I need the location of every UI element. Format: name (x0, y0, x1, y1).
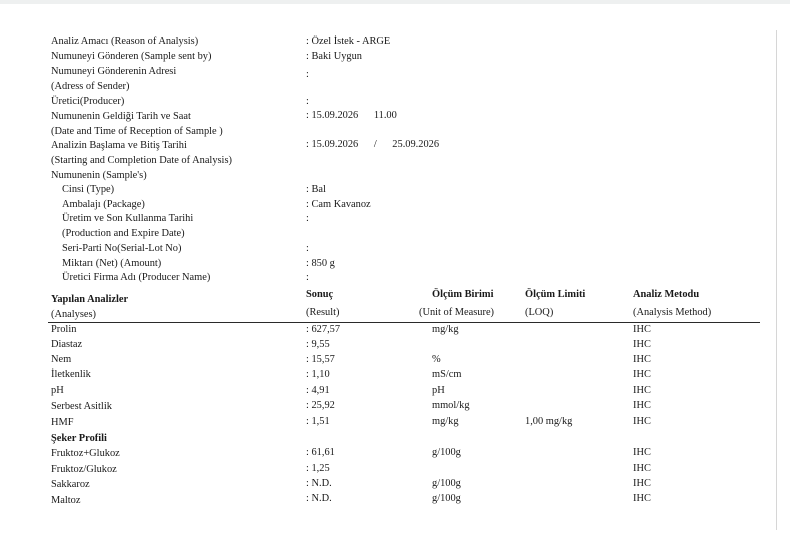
analysis-name: Sakkaroz (51, 479, 90, 490)
analysis-method: IHC (633, 385, 651, 396)
analysis-method: IHC (633, 339, 651, 350)
info-label: Numuneyi Gönderen (Sample sent by) (51, 51, 212, 62)
analysis-name: Maltoz (51, 495, 81, 506)
info-label: (Date and Time of Reception of Sample ) (51, 126, 223, 137)
analysis-unit: mmol/kg (432, 400, 470, 411)
analysis-result: : 1,10 (306, 369, 330, 380)
scan-right-edge (776, 30, 777, 530)
analysis-result: : 4,91 (306, 385, 330, 396)
analysis-unit: g/100g (432, 493, 461, 504)
analysis-method: IHC (633, 463, 651, 474)
analysis-name: İletkenlik (51, 369, 91, 380)
info-label: Analizin Başlama ve Bitiş Tarihi (51, 140, 187, 151)
analysis-method: IHC (633, 493, 651, 504)
sample-value: : Cam Kavanoz (306, 199, 371, 210)
info-label: (Starting and Completion Date of Analysis) (51, 155, 232, 166)
analysis-name: HMF (51, 417, 74, 428)
sample-value: : (306, 272, 309, 283)
sample-value: : 850 g (306, 258, 335, 269)
analysis-result: : 61,61 (306, 447, 335, 458)
sample-label: Üretici Firma Adı (Producer Name) (62, 272, 211, 283)
analysis-result: : 9,55 (306, 339, 330, 350)
col-subheader-analyses: (Analyses) (51, 309, 97, 320)
analysis-method: IHC (633, 369, 651, 380)
analysis-method: IHC (633, 478, 651, 489)
info-label: Numuneyi Gönderenin Adresi (51, 66, 177, 77)
analysis-name: Serbest Asitlik (51, 401, 112, 412)
sample-value: : (306, 243, 309, 254)
sample-label: Üretim ve Son Kullanma Tarihi (62, 213, 194, 224)
col-subheader-limit: (LOQ) (525, 307, 554, 318)
analysis-method: IHC (633, 324, 651, 335)
analysis-name: Fruktoz/Glukoz (51, 464, 117, 475)
analysis-unit: g/100g (432, 478, 461, 489)
analysis-result: : 15,57 (306, 354, 335, 365)
col-header-limit: Ölçüm Limiti (525, 289, 586, 300)
sample-label: Miktarı (Net) (Amount) (62, 258, 162, 269)
analysis-result: : N.D. (306, 478, 332, 489)
analysis-name: Nem (51, 354, 72, 365)
table-header-rule (48, 322, 760, 323)
analysis-method: IHC (633, 400, 651, 411)
info-label: Üretici(Producer) (51, 96, 125, 107)
analysis-name: Diastaz (51, 339, 83, 350)
analysis-unit: % (432, 354, 441, 365)
analysis-unit: g/100g (432, 447, 461, 458)
col-header-analyses: Yapılan Analizler (51, 294, 129, 305)
analysis-name: Prolin (51, 324, 77, 335)
analysis-result: : 1,25 (306, 463, 330, 474)
info-value: : (306, 69, 309, 80)
analysis-unit: pH (432, 385, 445, 396)
sample-label: Cinsi (Type) (62, 184, 115, 195)
col-header-result: Sonuç (306, 289, 334, 300)
col-subheader-method: (Analysis Method) (633, 307, 712, 318)
analysis-result: : 25,92 (306, 400, 335, 411)
info-value: : Baki Uygun (306, 51, 362, 62)
analysis-method: IHC (633, 447, 651, 458)
col-subheader-result: (Result) (306, 307, 340, 318)
scan-top-edge (0, 0, 790, 4)
info-value: : 15.09.2026 / 25.09.2026 (306, 139, 440, 150)
analysis-name: pH (51, 385, 64, 396)
sample-label: Seri-Parti No(Serial-Lot No) (62, 243, 182, 254)
col-header-method: Analiz Metodu (633, 289, 700, 300)
sample-value: : (306, 213, 309, 224)
info-label: Numunenin (Sample's) (51, 170, 147, 181)
analysis-unit: mg/kg (432, 324, 459, 335)
analysis-result: : 627,57 (306, 324, 341, 335)
info-label: Numunenin Geldiği Tarih ve Saat (51, 111, 191, 122)
sample-label: (Production and Expire Date) (62, 228, 185, 239)
analysis-result: : N.D. (306, 493, 332, 504)
analysis-result: : 1,51 (306, 416, 330, 427)
info-label: (Adress of Sender) (51, 81, 130, 92)
info-value: : (306, 96, 309, 107)
col-subheader-unit: (Unit of Measure) (419, 307, 495, 318)
analysis-name: Fruktoz+Glukoz (51, 448, 120, 459)
info-value: : 15.09.2026 11.00 (306, 110, 397, 121)
info-label: Analiz Amacı (Reason of Analysis) (51, 36, 199, 47)
col-header-unit: Ölçüm Birimi (432, 289, 494, 300)
sample-label: Ambalajı (Package) (62, 199, 145, 210)
info-value: : Özel İstek - ARGE (306, 36, 391, 47)
analysis-unit: mg/kg (432, 416, 459, 427)
sample-value: : Bal (306, 184, 326, 195)
analysis-method: IHC (633, 416, 651, 427)
analysis-method: IHC (633, 354, 651, 365)
section-title-sugar-profile: Şeker Profili (51, 433, 107, 444)
analysis-unit: mS/cm (432, 369, 462, 380)
analysis-limit: 1,00 mg/kg (525, 416, 573, 427)
